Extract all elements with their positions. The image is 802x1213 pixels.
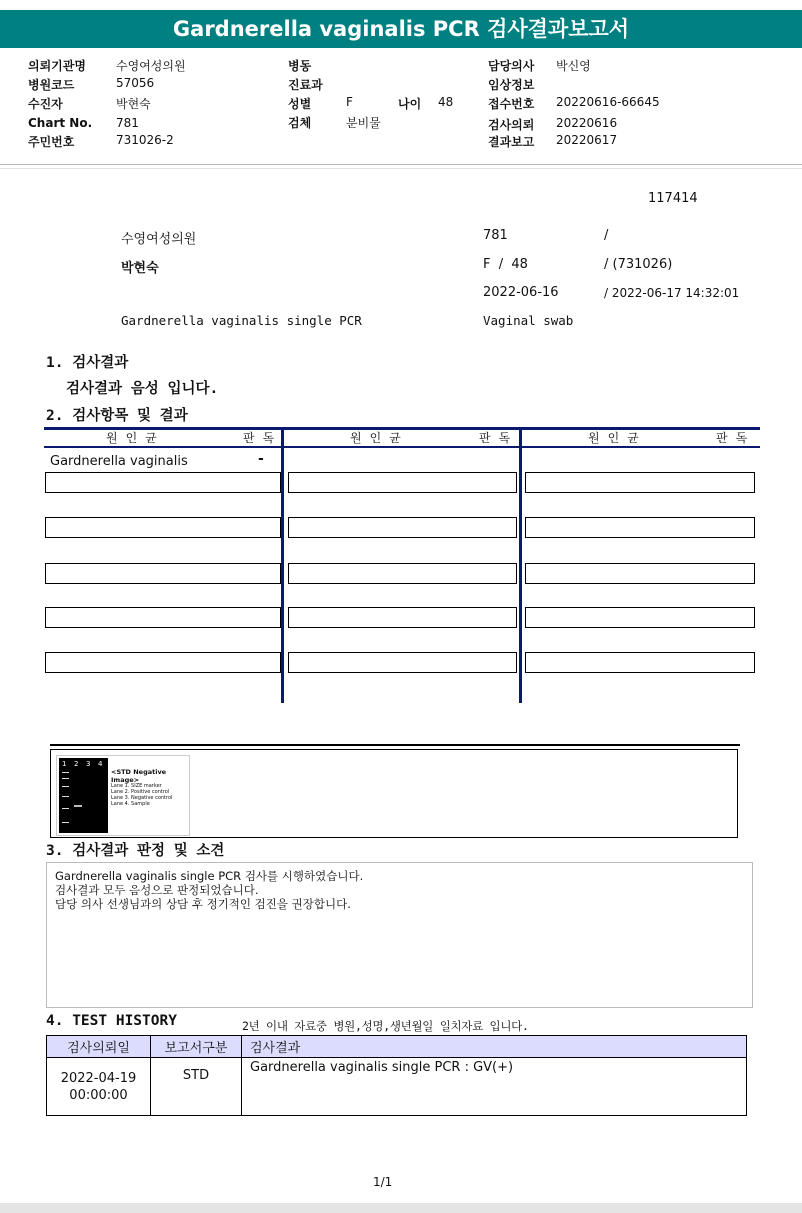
page-bottom-bar <box>0 1203 802 1213</box>
result-box <box>288 472 517 493</box>
label-age: 나이 <box>398 97 422 111</box>
opinion-text <box>55 869 363 911</box>
gel-panel-top-rule <box>50 744 740 746</box>
gel-legend-2: Lane 2. Positive control <box>111 789 170 795</box>
table-row <box>47 1058 747 1116</box>
label-department: 진료과 <box>288 78 323 92</box>
label-chart-no: Chart No. <box>28 116 93 130</box>
gel-image-card <box>56 755 190 836</box>
label-hospital-name: 의뢰기관명 <box>28 59 86 73</box>
report-title: Gardnerella vaginalis PCR 검사결과보고서 <box>0 10 802 48</box>
label-report-date: 결과보고 <box>488 135 535 149</box>
opinion-line-3: 담당 의사 선생님과의 상담 후 정기적인 검진을 권장합니다. <box>55 897 351 911</box>
info-sex-age: F / 48 <box>483 257 528 272</box>
result-box <box>288 517 517 538</box>
history-header-row <box>47 1036 747 1058</box>
id-number: 117414 <box>648 191 698 206</box>
section3-heading: 3. 검사결과 판정 및 소견 <box>46 843 225 859</box>
value-patient: 박현숙 <box>116 97 151 111</box>
result-box <box>45 563 281 584</box>
history-note: 2년 이내 자료중 병원,성명,생년월일 일치자료 입니다. <box>242 1019 529 1033</box>
gel-band <box>62 786 69 787</box>
result-box <box>288 652 517 673</box>
gel-caption: <STD Negative Image> <box>111 768 167 784</box>
info-test-name: Gardnerella vaginalis single PCR <box>121 313 362 328</box>
info-slash: / <box>604 228 609 243</box>
value-receipt-no: 20220616-66645 <box>556 95 660 109</box>
value-hospital-code: 57056 <box>116 76 155 90</box>
gel-legend-1: Lane 1. SIZE marker <box>111 783 162 789</box>
gel-legend-3: Lane 3. Negative control <box>111 795 173 801</box>
history-col-result: 검사결과 <box>242 1036 747 1058</box>
section4-heading: 4. TEST HISTORY <box>46 1013 177 1029</box>
result-box <box>45 472 281 493</box>
info-report-datetime: / 2022-06-17 14:32:01 <box>604 286 740 300</box>
label-patient: 수진자 <box>28 97 63 111</box>
header-divider-2 <box>0 168 802 169</box>
label-receipt-no: 접수번호 <box>488 97 535 111</box>
opinion-line-2: 검사결과 모두 음성으로 판정되었습니다. <box>55 883 259 897</box>
grid-col-divider-2 <box>519 427 522 703</box>
gel-legend-4: Lane 4. Sample <box>111 801 150 807</box>
result-box <box>288 607 517 628</box>
history-result: Gardnerella vaginalis single PCR : GV(+) <box>242 1058 747 1116</box>
label-specimen: 검체 <box>288 116 312 130</box>
history-table <box>46 1035 747 1116</box>
value-request-date: 20220616 <box>556 116 618 130</box>
gel-lane-label-2: 2 <box>74 760 79 768</box>
gel-band-positive <box>74 805 82 807</box>
history-col-type: 보고서구분 <box>151 1036 242 1058</box>
gel-lane-label-1: 1 <box>62 760 67 768</box>
gel-band <box>62 778 69 779</box>
value-doctor: 박신영 <box>556 59 591 73</box>
grid-header-rule <box>44 446 760 448</box>
result-box <box>525 517 755 538</box>
col-judgement-3: 판독 <box>716 431 756 445</box>
value-hospital-name: 수영여성의원 <box>116 59 186 73</box>
gel-band <box>62 796 69 797</box>
label-request-date: 검사의뢰 <box>488 118 535 132</box>
result-box <box>45 607 281 628</box>
col-pathogen-1: 원인균 <box>106 431 165 445</box>
info-receive-date: 2022-06-16 <box>483 285 559 300</box>
value-report-date: 20220617 <box>556 133 618 147</box>
result-box <box>45 517 281 538</box>
gel-panel <box>50 749 738 838</box>
info-chart: 781 <box>483 228 508 243</box>
col-pathogen-2: 원인균 <box>350 431 409 445</box>
info-specimen: Vaginal swab <box>483 313 574 328</box>
label-sex: 성별 <box>288 97 312 111</box>
col-pathogen-3: 원인균 <box>588 431 647 445</box>
grid-col-divider-1 <box>281 427 284 703</box>
label-clinical-info: 임상정보 <box>488 78 535 92</box>
gel-image <box>59 758 108 833</box>
value-specimen: 분비물 <box>346 116 381 130</box>
pathogen-gardnerella: Gardnerella vaginalis <box>50 454 188 469</box>
gel-lane-label-3: 3 <box>86 760 91 768</box>
history-type: STD <box>151 1058 242 1116</box>
result-box <box>45 652 281 673</box>
gel-band <box>62 772 69 773</box>
opinion-box <box>46 862 753 1008</box>
info-hospital: 수영여성의원 <box>121 232 197 247</box>
col-judgement-2: 판독 <box>479 431 519 445</box>
info-birth: / (731026) <box>604 257 673 272</box>
gel-lane-label-4: 4 <box>98 760 103 768</box>
page-number: 1/1 <box>373 1175 393 1189</box>
header-divider <box>0 164 802 165</box>
result-box <box>525 472 755 493</box>
result-box <box>525 652 755 673</box>
label-hospital-code: 병원코드 <box>28 78 75 92</box>
value-age: 48 <box>438 95 454 109</box>
label-doctor: 담당의사 <box>488 59 535 73</box>
opinion-line-1: Gardnerella vaginalis single PCR 검사를 시행하였습니다. <box>55 869 364 883</box>
gel-band <box>62 808 69 809</box>
history-date: 2022-04-19 <box>60 1070 137 1086</box>
history-time: 00:00:00 <box>69 1087 128 1103</box>
result-gardnerella: - <box>258 451 264 467</box>
section1-heading: 1. 검사결과 <box>46 355 129 371</box>
section1-result: 검사결과 음성 입니다. <box>66 381 219 397</box>
value-sex: F <box>346 95 353 109</box>
result-box <box>288 563 517 584</box>
result-box <box>525 563 755 584</box>
info-patient: 박현숙 <box>121 261 159 276</box>
result-box <box>525 607 755 628</box>
history-date-cell <box>47 1058 151 1116</box>
gel-band <box>62 822 69 823</box>
col-judgement-1: 판독 <box>243 431 283 445</box>
label-resident-no: 주민번호 <box>28 135 75 149</box>
history-col-date: 검사의뢰일 <box>47 1036 151 1058</box>
section2-heading: 2. 검사항목 및 결과 <box>46 408 188 424</box>
value-chart-no: 781 <box>116 116 139 130</box>
label-ward: 병동 <box>288 59 312 73</box>
value-resident-no: 731026-2 <box>116 133 174 147</box>
